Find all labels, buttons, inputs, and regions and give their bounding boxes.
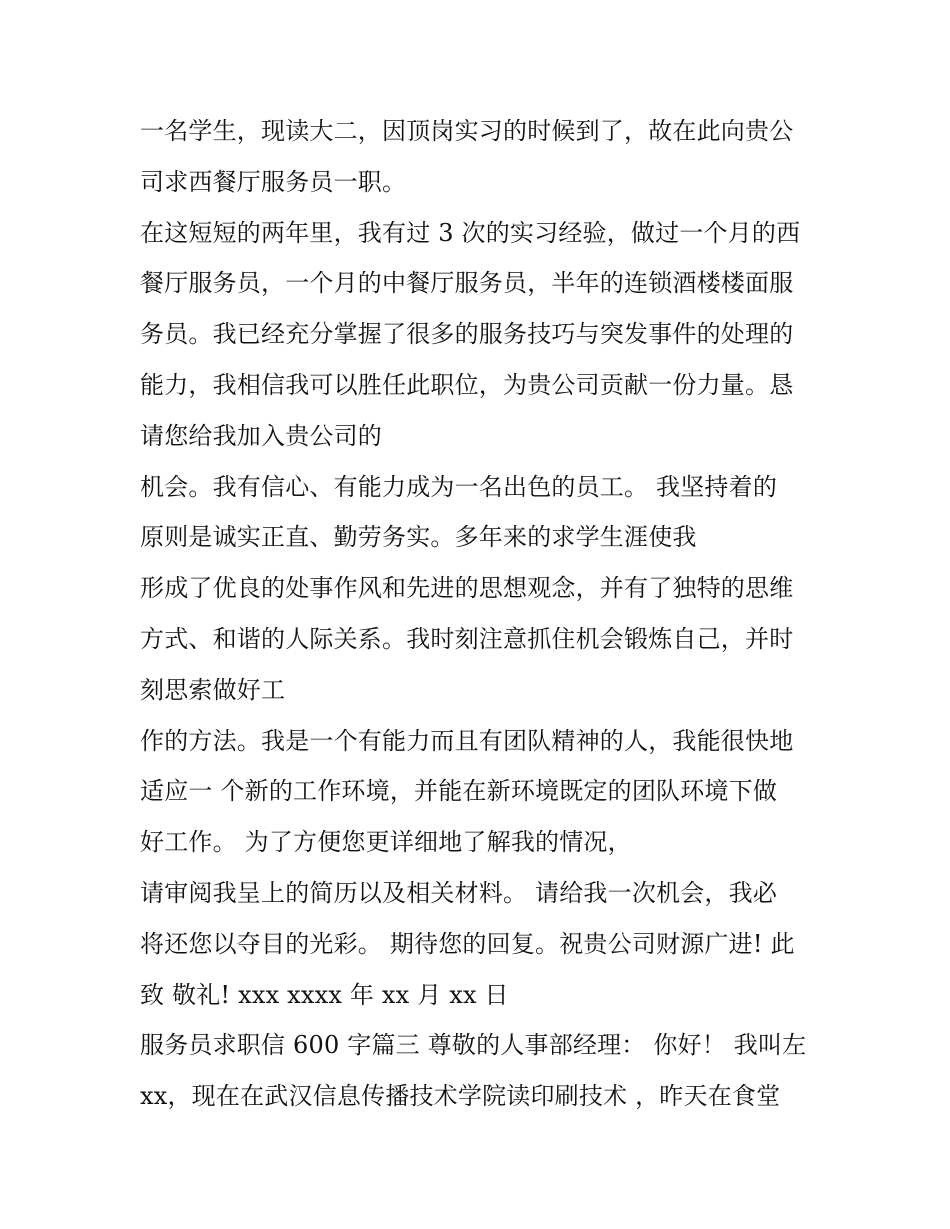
text-line: 致 敬礼! xxx xxxx 年 xx 月 xx 日 — [140, 980, 509, 1009]
text-line: 服务员求职信 600 字篇三 尊敬的人事部经理： 你好！ 我叫左 — [140, 1031, 807, 1060]
text-line: 将还您以夺目的光彩。 期待您的回复。祝贵公司财源广进! 此 — [140, 929, 795, 958]
text-line: 机会。我有信心、有能力成为一名出色的员工。 我坚持着的 — [140, 472, 778, 501]
text-line: 一名学生，现读大二，因顶岗实习的时候到了，故在此向贵公 — [140, 117, 794, 145]
text-line: 在这短短的两年里，我有过 3 次的实习经验，做过一个月的西 — [140, 218, 801, 247]
text-line: 刻思索做好工 — [140, 675, 286, 704]
text-line: 餐厅服务员，一个月的中餐厅服务员，半年的连锁酒楼楼面服 — [140, 269, 794, 298]
text-line: 好工作。 为了方便您更详细地了解我的情况， — [140, 828, 632, 857]
text-line: 司求西餐厅服务员一职。 — [140, 167, 407, 196]
text-line: 能力，我相信我可以胜任此职位，为贵公司贡献一份力量。恳 — [140, 370, 794, 399]
text-line: 形成了优良的处事作风和先进的思想观念，并有了独特的思维 — [140, 574, 794, 603]
letter-body — [140, 106, 830, 1122]
text-line: 原则是诚实正直、勤劳务实。多年来的求学生涯使我 — [140, 523, 697, 552]
text-line: 请审阅我呈上的简历以及相关材料。 请给我一次机会，我必 — [140, 878, 778, 907]
text-line: 适应一 个新的工作环境，并能在新环境既定的团队环境下做 — [140, 777, 778, 806]
text-line: 作的方法。我是一个有能力而且有团队精神的人，我能很快地 — [140, 726, 794, 755]
text-line: xx，现在在武汉信息传播技术学院读印刷技术 ，昨天在食堂 — [140, 1082, 781, 1111]
text-line: 请您给我加入贵公司的 — [140, 421, 382, 450]
text-line: 方式、和谐的人际关系。我时刻注意抓住机会锻炼自己，并时 — [140, 624, 794, 653]
text-line: 务员。我已经充分掌握了很多的服务技巧与突发事件的处理的 — [140, 320, 794, 349]
